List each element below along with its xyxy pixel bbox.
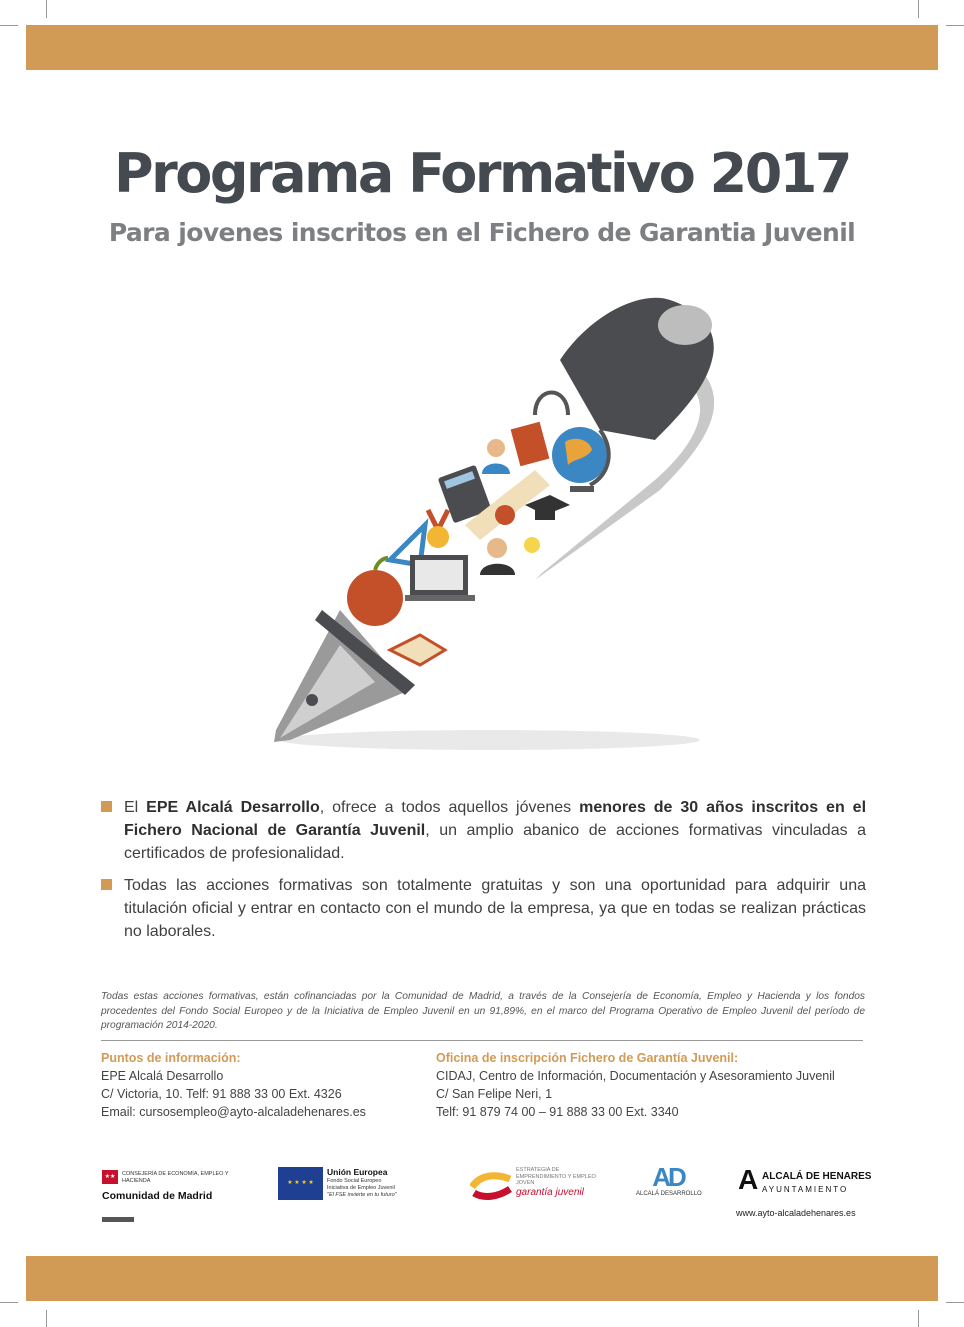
info-points <box>101 1049 421 1121</box>
ad-name: ALCALÁ DESARROLLO <box>636 1191 702 1197</box>
comunidad-madrid-logo <box>102 1170 242 1206</box>
bullet-marker <box>101 879 112 890</box>
info-line: CIDAJ, Centro de Información, Documentación y Asesoramiento Juvenil <box>436 1069 835 1083</box>
eu-logo <box>278 1167 408 1203</box>
crop-mark <box>46 1310 47 1327</box>
eu-flag-icon: ★ ★ ★ ★ <box>278 1167 323 1200</box>
garantia-name: garantía juvenil <box>516 1187 584 1198</box>
madrid-name: Comunidad de Madrid <box>102 1190 213 1202</box>
crop-mark <box>946 1302 964 1303</box>
bullet-text: El <box>124 799 147 816</box>
eu-motto: "El FSE invierte en tu futuro" <box>327 1192 397 1198</box>
top-band <box>26 25 938 70</box>
eu-line: Iniciativa de Empleo Juvenil <box>327 1185 395 1191</box>
ayuntamiento-logo <box>736 1164 872 1221</box>
info-heading: Puntos de información: <box>101 1051 241 1065</box>
registration-office <box>436 1049 876 1121</box>
crop-mark <box>46 0 47 18</box>
ayto-url: www.ayto-alcaladehenares.es <box>736 1208 856 1218</box>
divider <box>101 1040 863 1041</box>
info-heading: Oficina de inscripción Fichero de Garantía Juvenil: <box>436 1051 739 1065</box>
lightbulb-icon <box>524 537 540 553</box>
info-line: C/ Victoria, 10. Telf: 91 888 33 00 Ext. 4326 <box>101 1087 342 1101</box>
laptop-icon <box>405 555 475 601</box>
crop-mark <box>946 25 964 26</box>
funding-note: Todas estas acciones formativas, están cofinanciadas por la Comunidad de Madrid, a través de la Consejería de Economía, Empleo y Hacienda y los fondos procedentes del Fondo Social Europeo y de la Iniciativa de Empleo Juvenil en un 91,89%, en el marco del Programa Operativo de Empleo Juvenil del período de programación 2014-2020. <box>101 991 865 1031</box>
crop-mark <box>0 1302 18 1303</box>
small-bar-icon <box>102 1217 134 1222</box>
ayto-sub: AYUNTAMIENTO <box>762 1185 849 1194</box>
info-email: Email: cursosempleo@ayto-alcaladehenares.es <box>101 1105 366 1119</box>
bullet-bold-text: EPE Alcalá Desarrollo <box>146 799 320 816</box>
bullet-list <box>100 796 866 952</box>
info-line: EPE Alcalá Desarrollo <box>101 1069 224 1083</box>
bullet-item <box>100 874 866 943</box>
pen-illustration <box>260 290 720 760</box>
bottom-band <box>26 1256 938 1301</box>
eu-line: Fondo Social Europeo <box>327 1178 382 1184</box>
student-avatar-icon <box>482 439 510 474</box>
garantia-juvenil-logo <box>470 1165 600 1203</box>
bullet-text: Todas las acciones formativas son totalmente gratuitas y son una oportunidad para adquirir una titulación oficial y entrar en contacto con el mundo de la empresa, ya que en todas se realizan prácticas no laborales. <box>124 877 866 940</box>
alcala-desarrollo-logo <box>636 1163 700 1205</box>
crop-mark <box>0 25 18 26</box>
madrid-flag-icon: ★★ <box>102 1170 118 1184</box>
pen-shadow <box>280 730 700 750</box>
ayto-a-icon: A <box>738 1164 759 1195</box>
medal-icon <box>427 510 449 548</box>
teacher-avatar-icon <box>480 538 515 575</box>
ad-mark: AD <box>652 1162 684 1192</box>
bullet-bold-text: menores de 30 años inscritos en el Fichero Nacional de Garantía Juvenil <box>124 799 867 839</box>
info-line: C/ San Felipe Neri, 1 <box>436 1087 553 1101</box>
crop-mark <box>918 0 919 18</box>
madrid-department: CONSEJERÍA DE ECONOMÍA, EMPLEO Y HACIENDA <box>122 1171 229 1184</box>
headphones-icon <box>535 393 568 416</box>
info-line: Telf: 91 879 74 00 – 91 888 33 00 Ext. 3340 <box>436 1105 679 1119</box>
pen-nib-icon <box>274 610 415 742</box>
bullet-text: , ofrece a todos aquellos jóvenes <box>319 799 580 816</box>
garantia-strategy: ESTRATEGIA DE EMPRENDIMIENTO Y EMPLEO JOVEN <box>516 1167 596 1186</box>
garantia-mark-icon <box>470 1167 512 1201</box>
bullet-item <box>100 796 866 865</box>
page-title: Programa Formativo 2017 <box>114 142 850 205</box>
crop-mark <box>918 1310 919 1327</box>
globe-icon <box>552 427 609 492</box>
ayto-name: ALCALÁ DE HENARES <box>762 1171 872 1182</box>
book-icon <box>511 422 550 466</box>
open-book-icon <box>390 635 445 665</box>
page-subtitle: Para jovenes inscritos en el Fichero de Garantia Juvenil <box>108 218 856 247</box>
pen-cap-icon <box>560 298 714 440</box>
apple-icon <box>347 558 403 626</box>
bullet-text: , un amplio abanico de acciones formativas vinculadas a certificados de profesionalidad. <box>124 822 866 862</box>
eu-title: Unión Europea <box>327 1167 388 1177</box>
bullet-marker <box>101 801 112 812</box>
